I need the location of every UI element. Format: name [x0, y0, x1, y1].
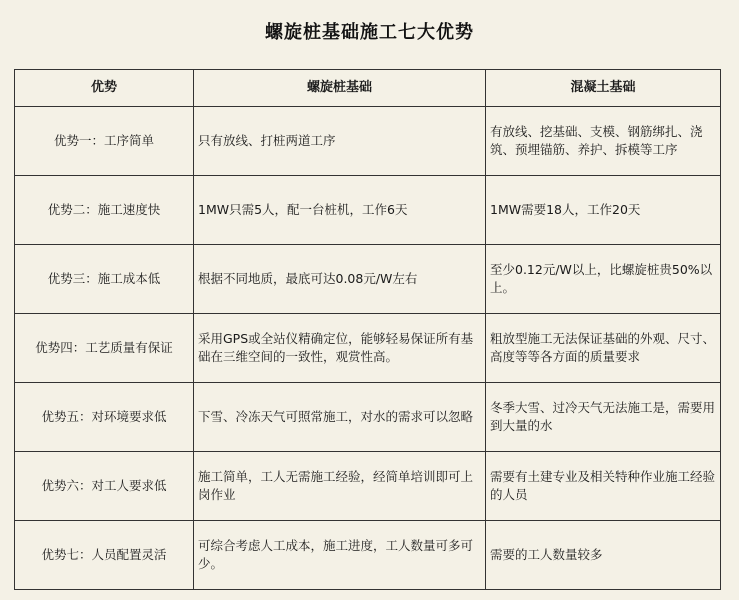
- concrete-cell: 冬季大雪、过冷天气无法施工是，需要用到大量的水: [486, 383, 721, 452]
- screw-pile-cell: 1MW只需5人，配一台桩机，工作6天: [194, 176, 486, 245]
- concrete-cell: 至少0.12元/W以上，比螺旋桩贵50%以上。: [486, 245, 721, 314]
- table-row: [15, 176, 721, 245]
- advantage-cell: 优势三：施工成本低: [15, 245, 194, 314]
- advantage-cell: 优势四：工艺质量有保证: [15, 314, 194, 383]
- table-row: [15, 107, 721, 176]
- header-concrete: 混凝土基础: [486, 70, 721, 107]
- concrete-cell: 有放线、挖基础、支模、钢筋绑扎、浇筑、预埋锚筋、养护、拆模等工序: [486, 107, 721, 176]
- screw-pile-cell: 根据不同地质，最底可达0.08元/W左右: [194, 245, 486, 314]
- screw-pile-cell: 施工简单，工人无需施工经验，经简单培训即可上岗作业: [194, 452, 486, 521]
- advantage-cell: 优势一：工序简单: [15, 107, 194, 176]
- page-title: 螺旋桩基础施工七大优势: [265, 22, 474, 43]
- table-body: [15, 107, 721, 590]
- comparison-table: [14, 69, 721, 590]
- table-row: [15, 452, 721, 521]
- advantage-cell: 优势二：施工速度快: [15, 176, 194, 245]
- screw-pile-cell: 采用GPS或全站仪精确定位，能够轻易保证所有基础在三维空间的一致性，观赏性高。: [194, 314, 486, 383]
- table-row: [15, 521, 721, 590]
- concrete-cell: 需要的工人数量较多: [486, 521, 721, 590]
- header-screw-pile: 螺旋桩基础: [194, 70, 486, 107]
- concrete-cell: 粗放型施工无法保证基础的外观、尺寸、高度等等各方面的质量要求: [486, 314, 721, 383]
- table-row: [15, 314, 721, 383]
- table-header: [15, 70, 721, 107]
- header-advantage: 优势: [15, 70, 194, 107]
- screw-pile-cell: 只有放线、打桩两道工序: [194, 107, 486, 176]
- table-row: [15, 383, 721, 452]
- table-row: [15, 245, 721, 314]
- concrete-cell: 1MW需要18人，工作20天: [486, 176, 721, 245]
- header-row: [15, 70, 721, 107]
- concrete-cell: 需要有土建专业及相关特种作业施工经验的人员: [486, 452, 721, 521]
- screw-pile-cell: 下雪、冷冻天气可照常施工，对水的需求可以忽略: [194, 383, 486, 452]
- advantage-cell: 优势七：人员配置灵活: [15, 521, 194, 590]
- advantage-cell: 优势五：对环境要求低: [15, 383, 194, 452]
- advantage-cell: 优势六：对工人要求低: [15, 452, 194, 521]
- screw-pile-cell: 可综合考虑人工成本，施工进度，工人数量可多可少。: [194, 521, 486, 590]
